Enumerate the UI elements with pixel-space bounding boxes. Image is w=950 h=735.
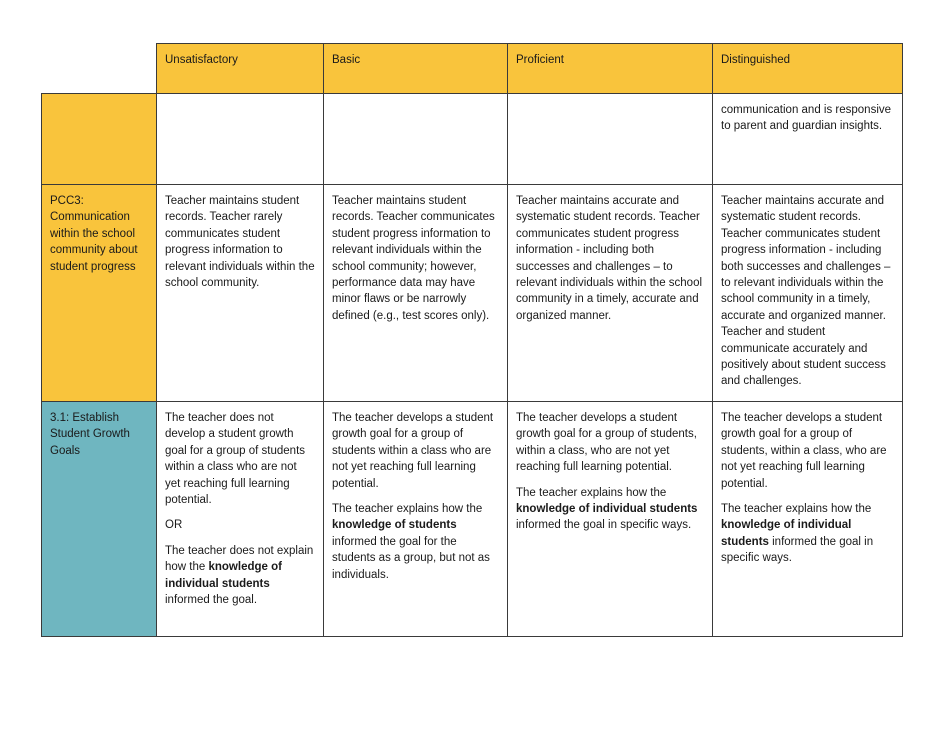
emphasis-text: knowledge of individual students: [165, 561, 282, 590]
header-unsatisfactory: Unsatisfactory: [157, 44, 324, 94]
header-proficient: Proficient: [508, 44, 713, 94]
cell-text: informed the goal in specific ways.: [516, 519, 692, 532]
cell-basic: [324, 94, 508, 185]
cell-paragraph: [721, 102, 894, 135]
row-pcc3: [42, 185, 903, 402]
header-distinguished: Distinguished: [713, 44, 903, 94]
cell-paragraph: [516, 193, 704, 324]
cell-basic: [324, 402, 508, 637]
cell-text: OR: [165, 519, 183, 532]
cell-paragraph: [165, 410, 315, 508]
corner-cell: [42, 44, 157, 94]
emphasis-text: knowledge of students: [332, 519, 457, 532]
cell-paragraph: [332, 193, 499, 324]
cell-proficient: [508, 185, 713, 402]
cell-text: informed the goal for the students as a group, but not as individuals.: [332, 535, 490, 581]
row-continued: [42, 94, 903, 185]
cell-unsatisfactory: [157, 402, 324, 637]
emphasis-text: knowledge of individual students: [721, 519, 852, 548]
emphasis-text: knowledge of individual students: [516, 503, 698, 516]
cell-paragraph: [332, 501, 499, 583]
cell-text: The teacher does not develop a student growth goal for a group of students within a class who are not yet reaching full learning potential.: [165, 412, 306, 507]
cell-text: The teacher explains how the: [516, 486, 667, 499]
cell-paragraph: [516, 410, 704, 476]
cell-text: The teacher develops a student growth goal for a group of students, within a class, who are not yet reaching full learning potential.: [516, 412, 697, 474]
cell-text: Teacher maintains accurate and systematic student records. Teacher communicates student progress information - including both successes and challenges – to relevant individuals within the school community in a timely, accurate and organized manner.: [516, 195, 703, 322]
cell-text: The teacher does not explain how the: [165, 544, 314, 574]
row-label-3-1: 3.1: Establish Student Growth Goals: [42, 402, 157, 637]
cell-text: informed the goal.: [165, 594, 258, 607]
cell-distinguished: [713, 402, 903, 637]
cell-proficient: [508, 94, 713, 185]
cell-unsatisfactory: [157, 94, 324, 185]
cell-text: The teacher explains how the: [332, 503, 483, 516]
cell-text: Teacher maintains student records. Teacher communicates student progress information to relevant individuals within the school community; however, performance data may have minor flaws or be narrowly defined (e.g., test scores only).: [332, 195, 495, 322]
cell-text: communication and is responsive to parent and guardian insights.: [721, 104, 892, 133]
cell-paragraph: [165, 517, 315, 533]
cell-text: The teacher develops a student growth goal for a group of students within a class who are not yet reaching full learning potential.: [332, 412, 494, 490]
cell-paragraph: [332, 410, 499, 492]
rubric-table: [41, 43, 903, 637]
cell-paragraph: [165, 193, 315, 291]
header-row: [42, 44, 903, 94]
cell-text: Teacher maintains accurate and systematic student records. Teacher communicates student progress information - including both successes and challenges – to relevant individuals within the school community in a timely, accurate and organized manner. Teacher and student communicate accurately and positively about student success and challenges.: [721, 195, 891, 388]
cell-paragraph: [721, 410, 894, 492]
cell-text: The teacher develops a student growth goal for a group of students, within a class, who are not yet reaching full learning potential.: [721, 412, 887, 490]
cell-text: Teacher maintains student records. Teacher rarely communicates student progress information to relevant individuals within the school community.: [165, 195, 315, 290]
header-basic: Basic: [324, 44, 508, 94]
cell-paragraph: [165, 543, 315, 609]
cell-basic: [324, 185, 508, 402]
row-label-pcc3: PCC3: Communication within the school community about student progress: [42, 185, 157, 402]
cell-distinguished: [713, 185, 903, 402]
row-3-1: [42, 402, 903, 637]
cell-paragraph: [721, 193, 894, 390]
cell-distinguished: [713, 94, 903, 185]
cell-paragraph: [721, 501, 894, 567]
cell-text: informed the goal in specific ways.: [721, 535, 874, 565]
cell-proficient: [508, 402, 713, 637]
cell-paragraph: [516, 485, 704, 534]
cell-text: The teacher explains how the: [721, 503, 872, 516]
cell-unsatisfactory: [157, 185, 324, 402]
row-label-continued: [42, 94, 157, 185]
